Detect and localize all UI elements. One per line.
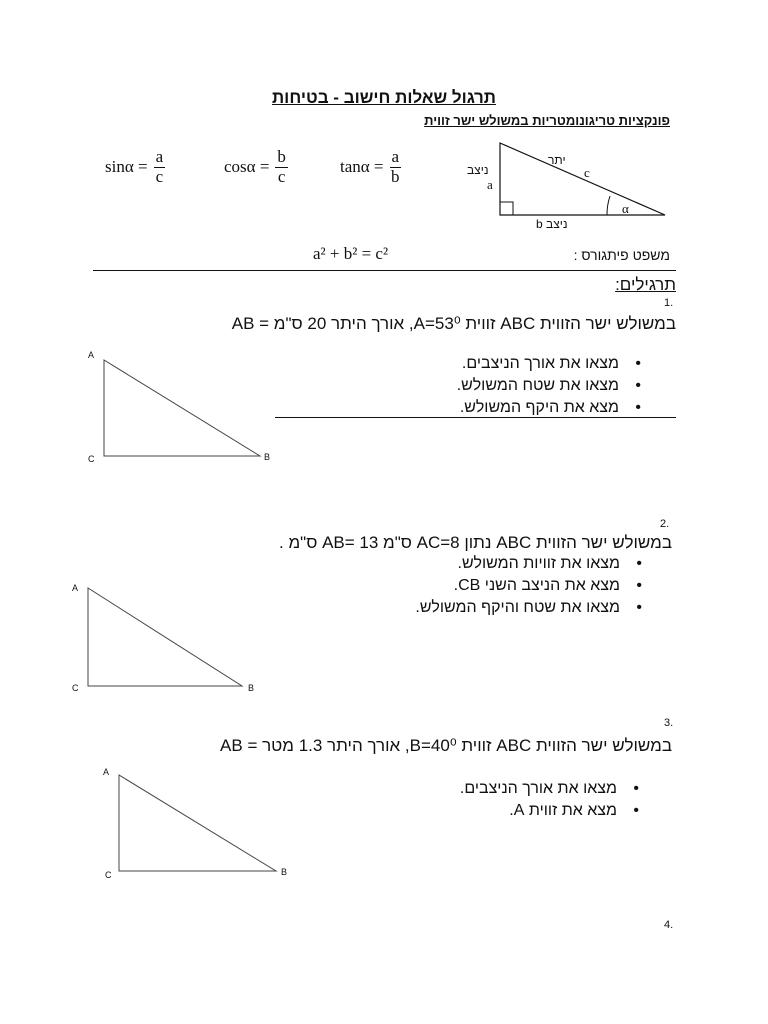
sin-fraction [154, 148, 166, 186]
cos-fraction [275, 148, 288, 186]
list-item: • מצא את היקף המשולש. [457, 397, 645, 419]
cos-numerator: b [277, 147, 286, 166]
exercises-heading: תרגילים: [615, 275, 676, 294]
exercise-1-divider [275, 417, 676, 418]
exercise-2-tasks [415, 553, 646, 619]
exercise-1-vertex-c: C [88, 454, 95, 464]
pythagoras-formula: a² + b² = c² [313, 244, 389, 263]
ref-leg-a-letter: a [487, 177, 493, 192]
exercise-1-number: 1. [664, 297, 674, 309]
exercise-2-statement: במשולש ישר הזווית ABC נתון AC=8 ס"מ AB= 13 ס"מ . [279, 533, 672, 552]
tan-denominator: b [391, 166, 400, 186]
sin-formula [105, 148, 165, 186]
exercise-2-number: 2. [660, 518, 670, 530]
exercise-2-vertex-c: C [72, 683, 79, 693]
exercise-3-statement: במשולש ישר הזווית ABC זווית B=40⁰, אורך היתר 1.3 מטר = AB [220, 736, 672, 755]
exercise-1-tasks [457, 353, 645, 419]
cos-denominator: c [277, 166, 286, 186]
exercise-3-tasks [460, 778, 643, 822]
tan-fraction [390, 148, 402, 186]
list-item: • מצאו את זוויות המשולש. [415, 553, 646, 575]
list-item: • מצאו את אורך הניצבים. [457, 353, 645, 375]
exercise-3-triangle [100, 765, 290, 880]
sin-numerator: a [155, 147, 164, 166]
ref-hypotenuse-letter: c [584, 165, 590, 180]
ref-angle-label: α [622, 201, 629, 216]
exercise-3-vertex-c: C [105, 870, 112, 880]
sin-lhs: sinα = [105, 157, 148, 177]
ref-leg-b-label: ניצב b [536, 217, 568, 231]
section-divider [93, 270, 676, 271]
cos-lhs: cosα = [224, 157, 270, 177]
page-title: תרגול שאלות חישוב - בטיחות [271, 88, 497, 107]
list-item: • מצא את זווית A. [460, 800, 643, 822]
tan-formula [340, 148, 401, 186]
page-subtitle: פונקציות טריגונומטריות במשולש ישר זווית [424, 113, 670, 128]
exercise-1-vertex-a: A [88, 350, 95, 360]
list-item: • מצאו את שטח והיקף המשולש. [415, 597, 646, 619]
tan-numerator: a [391, 147, 400, 166]
exercise-2-vertex-a: A [72, 583, 79, 593]
ref-leg-a-label: ניצב [467, 163, 489, 177]
ref-hypotenuse-label: יתר [548, 153, 566, 167]
exercise-2-vertex-b: B [248, 683, 255, 693]
pythagoras-label: משפט פיתגורס : [573, 247, 670, 263]
sin-denominator: c [155, 166, 164, 186]
exercise-1-vertex-b: B [264, 452, 271, 462]
list-item: • מצאו את אורך הניצבים. [460, 778, 643, 800]
exercise-4-number: 4. [664, 919, 674, 931]
exercise-1-statement: במשולש ישר הזווית ABC זווית A=53⁰, אורך היתר 20 ס"מ = AB [231, 314, 676, 333]
exercise-3-number: 3. [664, 717, 674, 729]
cos-formula [224, 148, 288, 186]
list-item: • מצאו את שטח המשולש. [457, 375, 645, 397]
exercise-3-vertex-b: B [281, 867, 288, 877]
exercise-3-vertex-a: A [103, 767, 110, 777]
list-item: • מצא את הניצב השני CB. [415, 575, 646, 597]
tan-lhs: tanα = [340, 157, 384, 177]
exercise-2-triangle [70, 580, 260, 695]
exercise-1-triangle [85, 350, 275, 465]
